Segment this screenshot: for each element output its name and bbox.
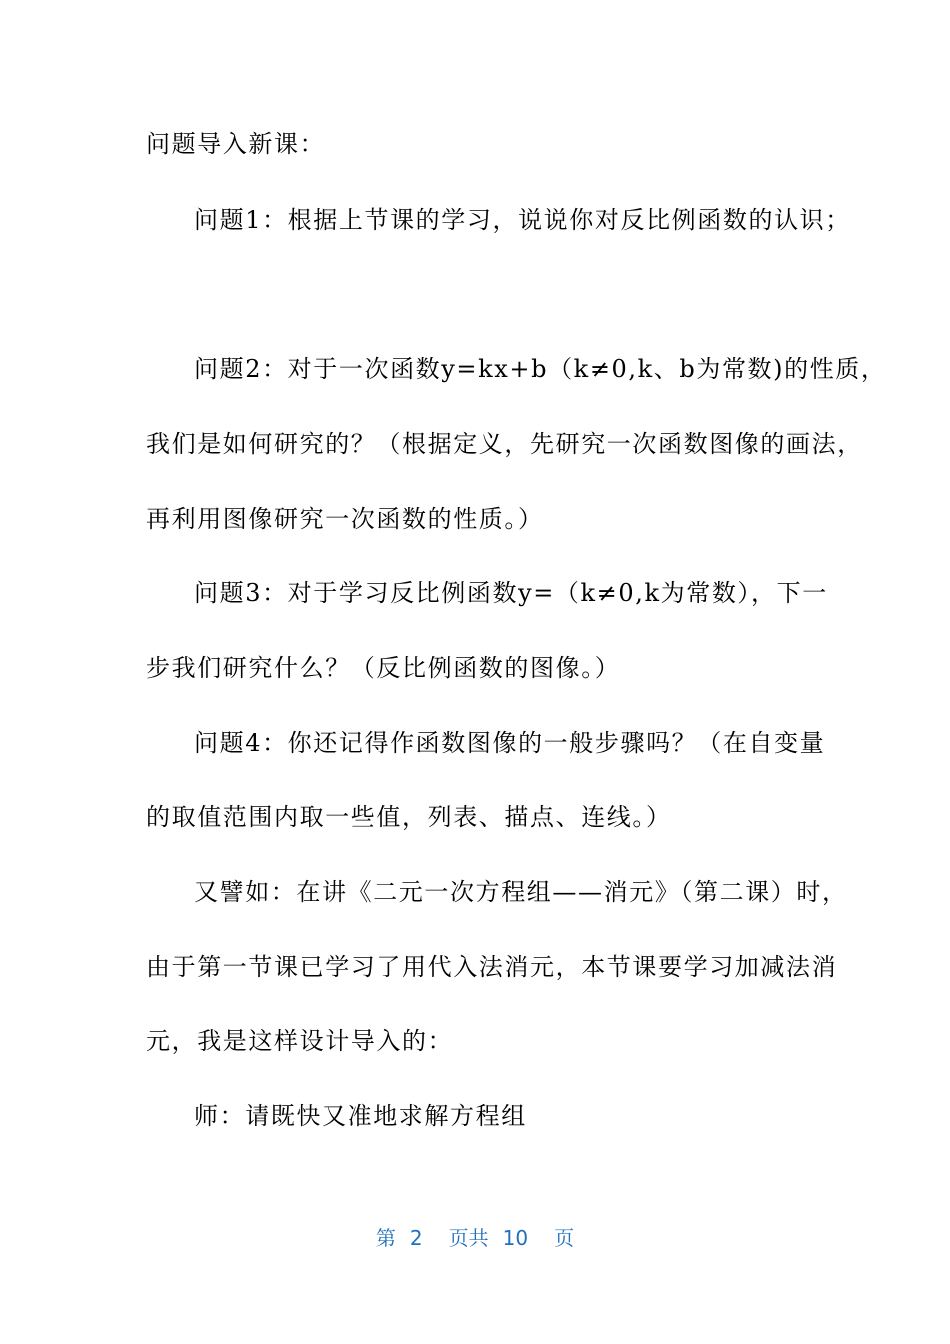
paragraph-question-4-line-1: 问题4：你还记得作函数图像的一般步骤吗？（在自变量	[194, 729, 826, 757]
paragraph-question-2-line-3: 再利用图像研究一次函数的性质。）	[146, 505, 544, 533]
paragraph-question-4-line-2: 的取值范围内取一些值，列表、描点、连线。）	[146, 803, 672, 831]
paragraph-question-1: 问题1：根据上节课的学习，说说你对反比例函数的认识；	[194, 206, 851, 234]
paragraph-question-3-line-2: 步我们研究什么？（反比例函数的图像。）	[146, 654, 621, 682]
paragraph-question-2-line-1: 问题2：对于一次函数y=kx+b（k≠0,k、b为常数)的性质，	[194, 355, 887, 383]
paragraph-example-line-1: 又譬如：在讲《二元一次方程组——消元》（第二课）时，	[194, 878, 848, 906]
page-footer	[0, 1224, 950, 1252]
footer-suffix: 页	[554, 1226, 575, 1250]
footer-current-page: 2	[409, 1226, 423, 1250]
footer-total-pages: 10	[502, 1226, 529, 1250]
paragraph-example-line-3: 元，我是这样设计导入的：	[146, 1027, 454, 1055]
paragraph-intro-heading: 问题导入新课：	[146, 130, 326, 158]
paragraph-question-2-line-2: 我们是如何研究的？（根据定义，先研究一次函数图像的画法，	[146, 430, 863, 458]
paragraph-example-line-2: 由于第一节课已学习了用代入法消元，本节课要学习加减法消	[146, 953, 838, 981]
footer-middle: 页共	[448, 1226, 489, 1250]
paragraph-question-3-line-1: 问题3：对于学习反比例函数y=（k≠0,k为常数），下一	[194, 579, 828, 607]
footer-prefix: 第	[375, 1226, 396, 1250]
paragraph-teacher-prompt: 师：请既快又准地求解方程组	[194, 1102, 527, 1130]
